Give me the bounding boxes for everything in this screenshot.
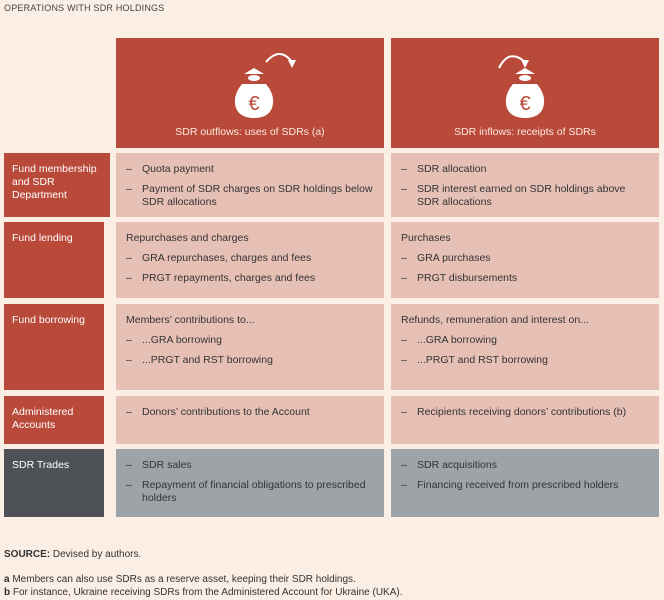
list-item: – GRA repurchases, charges and fees: [126, 252, 312, 264]
svg-text:€: €: [519, 93, 531, 115]
list-item: – GRA purchases: [401, 252, 491, 264]
list-item: – Payment of SDR charges on SDR holdings below SDR allocations: [126, 183, 373, 208]
list-item: – ...GRA borrowing: [126, 334, 222, 346]
row-label-sdr-trades: SDR Trades: [4, 449, 104, 517]
row-label-fund-membership: Fund membership and SDR Department: [4, 153, 110, 217]
list-item: – SDR sales: [126, 459, 192, 471]
svg-text:€: €: [248, 93, 260, 115]
list-item: – Repayment of financial obligations to prescribed holders: [126, 479, 366, 504]
row-fund-membership-inflows: [391, 153, 659, 217]
row-label-fund-lending: Fund lending: [4, 222, 104, 298]
list-item: – ...PRGT and RST borrowing: [126, 354, 273, 366]
list-item: Members’ contributions to...: [126, 314, 255, 326]
list-item: – Recipients receiving donors’ contributions (b): [401, 406, 627, 418]
list-item: – ...GRA borrowing: [401, 334, 497, 346]
row-administered-accounts-outflows: [116, 396, 384, 444]
row-label-fund-borrowing: Fund borrowing: [4, 304, 104, 390]
list-item: – PRGT repayments, charges and fees: [126, 272, 316, 284]
row-sdr-trades-inflows: [391, 449, 659, 517]
inflows-caption: SDR inflows: receipts of SDRs: [454, 126, 596, 138]
row-fund-lending-inflows: [391, 222, 659, 298]
list-item: – SDR interest earned on SDR holdings above SDR allocations: [401, 183, 626, 208]
row-label-administered-accounts: Administered Accounts: [4, 396, 104, 444]
footnote-a: a Members can also use SDRs as a reserve asset, keeping their SDR holdings.: [4, 574, 356, 585]
row-fund-membership-outflows: [116, 153, 384, 217]
page-title: OPERATIONS WITH SDR HOLDINGS: [4, 3, 165, 13]
outflows-caption: SDR outflows: uses of SDRs (a): [175, 126, 325, 138]
list-item: – PRGT disbursements: [401, 272, 518, 284]
row-fund-lending-outflows: [116, 222, 384, 298]
list-item: Refunds, remuneration and interest on...: [401, 314, 589, 326]
money-bag-euro-arrow-in-icon: [391, 38, 659, 128]
footnote-b: b For instance, Ukraine receiving SDRs from the Administered Account for Ukraine (UKA).: [4, 587, 403, 598]
list-item: Purchases: [401, 232, 451, 244]
list-item: – Financing received from prescribed holders: [401, 479, 619, 491]
list-item: Repurchases and charges: [126, 232, 249, 244]
list-item: – Quota payment: [126, 163, 214, 175]
list-item: – SDR acquisitions: [401, 459, 497, 471]
inflows-header: [391, 38, 659, 148]
row-fund-borrowing-inflows: [391, 304, 659, 390]
list-item: – Donors’ contributions to the Account: [126, 406, 310, 418]
row-sdr-trades-outflows: [116, 449, 384, 517]
source-note: SOURCE: Devised by authors.: [4, 549, 142, 560]
list-item: – SDR allocation: [401, 163, 487, 175]
row-administered-accounts-inflows: [391, 396, 659, 444]
row-fund-borrowing-outflows: [116, 304, 384, 390]
list-item: – ...PRGT and RST borrowing: [401, 354, 548, 366]
money-bag-euro-arrow-out-icon: [116, 38, 384, 128]
outflows-header: [116, 38, 384, 148]
